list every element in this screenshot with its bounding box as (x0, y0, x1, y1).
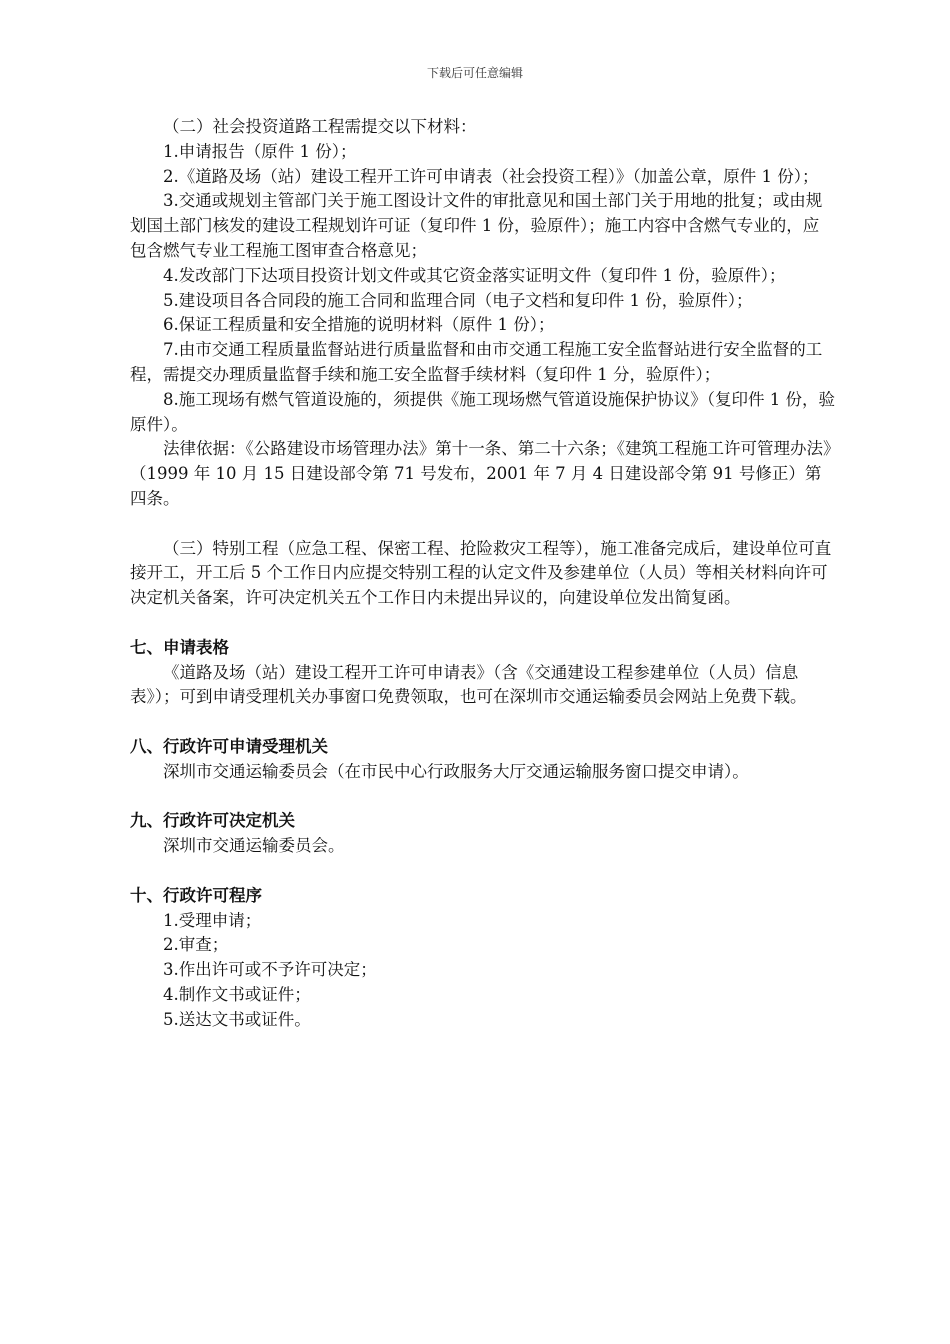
procedure-step-5: 5.送达文书或证件。 (163, 1009, 311, 1029)
part9-heading: 九、行政许可决定机关 (130, 811, 295, 831)
spacer (130, 611, 835, 636)
part10-heading: 十、行政许可程序 (130, 885, 262, 905)
section3-paragraph: （三）特别工程（应急工程、保密工程、抢险救灾工程等），施工准备完成后，建设单位可直接开工，开工后 5 个工作日内应提交特别工程的认定文件及参建单位（人员）等相关材料向许可决定机关备案，许可决定机关五个工作日内未提出异议的，向建设单位发出简复函。 (130, 538, 832, 608)
section2-item-3: 3.交通或规划主管部门关于施工图设计文件的审批意见和国土部门关于用地的批复；或由规划国土部门核发的建设工程规划许可证（复印件 1 份，验原件）；施工内容中含燃气专业的，应包含燃气专业工程施工图审查合格意见； (130, 191, 823, 260)
procedure-step-2: 2.审查； (163, 935, 229, 955)
section2-intro: （二）社会投资道路工程需提交以下材料： (163, 117, 477, 136)
part8-heading: 八、行政许可申请受理机关 (130, 736, 328, 756)
section2-item-5: 5.建设项目各合同段的施工合同和监理合同（电子文档和复印件 1 份，验原件）； (163, 290, 753, 310)
procedure-step-4: 4.制作文书或证件； (163, 984, 311, 1004)
spacer (130, 785, 835, 810)
spacer (130, 512, 835, 537)
spacer (130, 859, 835, 884)
section2-item-4: 4.发改部门下达项目投资计划文件或其它资金落实证明文件（复印件 1 份，验原件）； (163, 265, 786, 285)
document-body (130, 115, 835, 1032)
section2-item-1: 1.申请报告（原件 1 份）； (163, 141, 357, 161)
part7-text: 《道路及场（站）建设工程开工许可申请表》（含《交通建设工程参建单位（人员）信息表》）；可到申请受理机关办事窗口免费领取，也可在深圳市交通运输委员会网站上免费下载。 (130, 662, 807, 707)
section2-item-2: 2.《道路及场（站）建设工程开工许可申请表（社会投资工程）》（加盖公章，原件 1 份）； (163, 166, 819, 186)
section2-item-6: 6.保证工程质量和安全措施的说明材料（原件 1 份）； (163, 315, 555, 335)
spacer (130, 710, 835, 735)
procedure-step-3: 3.作出许可或不予许可决定； (163, 960, 377, 980)
part9-text: 深圳市交通运输委员会。 (163, 836, 345, 856)
section2-item-7: 7.由市交通工程质量监督站进行质量监督和由市交通工程施工安全监督站进行安全监督的工程，需提交办理质量监督手续和施工安全监督手续材料（复印件 1 分，验原件）； (130, 340, 823, 384)
procedure-step-1: 1.受理申请； (163, 910, 262, 930)
part7-heading: 七、申请表格 (130, 637, 229, 657)
page-header: 下载后可任意编辑 (426, 66, 523, 80)
part8-text: 深圳市交通运输委员会（在市民中心行政服务大厅交通运输服务窗口提交申请）。 (163, 761, 749, 781)
section2-item-8: 8.施工现场有燃气管道设施的，须提供《施工现场燃气管道设施保护协议》（复印件 1 份，验原件）。 (130, 389, 835, 434)
legal-basis: 法律依据：《公路建设市场管理办法》第十一条、第二十六条；《建筑工程施工许可管理办法》（1999 年 10 月 15 日建设部令第 71 号发布，2001 年 7 月 4 日建设部令第 91 号修正）第四条。 (130, 439, 832, 508)
